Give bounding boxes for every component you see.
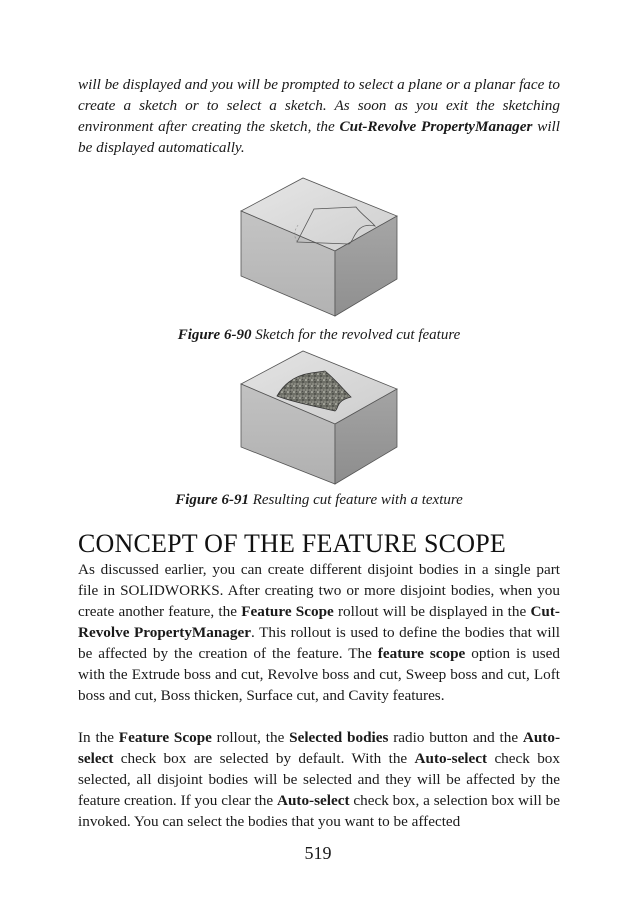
figure-6-91-caption: Figure 6-91 Resulting cut feature with a texture	[175, 492, 463, 508]
section-paragraph-2: In the Feature Scope rollout, the Selected bodies radio button and the Auto-select check box are selected by default. With the Auto-select check box selected, all disjoint bodies will be selected and they will be affected by the feature creation. If you clear the Auto-select check box, a selection box will be invoked. You can select the bodies that you want to be affected	[78, 729, 561, 830]
figure-6-90-caption: Figure 6-90 Sketch for the revolved cut feature	[177, 327, 461, 343]
figure-6-91-image	[239, 349, 399, 489]
intro-paragraph: will be displayed and you will be prompted to select a plane or a planar face to create a sketch or to select a sketch. As soon as you exit the sketching environment after creating the sketch, the Cut-Revolve PropertyManager will be displayed automatically.	[78, 76, 560, 156]
cut-revolve-propertymanager-ref: Cut-Revolve PropertyManager	[339, 118, 533, 135]
section-heading: CONCEPT OF THE FEATURE SCOPE	[78, 529, 506, 558]
page-content	[78, 74, 560, 832]
figure-6-90-image	[239, 176, 399, 321]
page-number: 519	[304, 843, 332, 863]
section-paragraph-1: As discussed earlier, you can create different disjoint bodies in a single part file in SOLIDWORKS. After creating two or more disjoint bodies, when you create another feature, the Feature Scope rollout will be displayed in the Cut-Revolve PropertyManager. This rollout is used to define the bodies that will be affected by the creation of the feature. The feature scope option is used with the Extrude boss and cut, Revolve boss and cut, Sweep boss and cut, Loft boss and cut, Boss thicken, Surface cut, and Cavity features.	[78, 561, 560, 704]
